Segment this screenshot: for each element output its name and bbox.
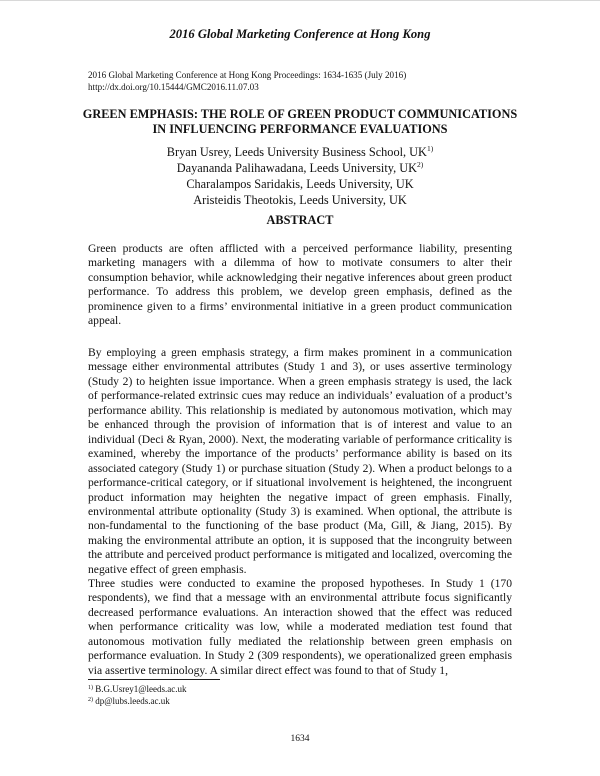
- abstract-paragraph: Three studies were conducted to examine the proposed hypotheses. In Study 1 (170 respondents), we find that a message with an environmental attribute focus significantly decreased performance evaluations. An interaction showed that the effect was reduced when performance criticality was low, while a moderated mediation test found that autonomous motivation fully mediated the relationship between green emphasis on performance evaluation. In Study 2 (309 respondents), we operationalized green emphasis via assertive terminology. A similar direct effect was found to that of Study 1,: [88, 577, 512, 677]
- footnote: [88, 696, 170, 707]
- footnote-marker: 2): [417, 160, 424, 169]
- footnote-marker: 1): [426, 144, 434, 153]
- author-line: Dayananda Palihawadana, Leeds University, UK$^{2)}$: [176, 160, 424, 175]
- proceedings-citation: 2016 Global Marketing Conference at Hong Kong Proceedings: 1634-1635 (July 2016): [88, 70, 407, 80]
- title-line: GREEN EMPHASIS: THE ROLE OF GREEN PRODUCT COMMUNICATIONS: [82, 107, 518, 121]
- author-list: [0, 144, 600, 208]
- footnote-email[interactable]: dp@lubs.leeds.ac.uk: [95, 696, 170, 706]
- abstract-heading: ABSTRACT: [266, 213, 334, 227]
- running-header: 2016 Global Marketing Conference at Hong Kong: [169, 27, 431, 41]
- footnote-email[interactable]: B.G.Usrey1@leeds.ac.uk: [95, 684, 187, 694]
- author-line: Aristeidis Theotokis, Leeds University, UK: [193, 193, 407, 207]
- abstract-paragraph: By employing a green emphasis strategy, a firm makes prominent in a communication message either environmental attributes (Study 1 and 3), or uses assertive terminology (Study 2) to heighten issue importance. When a green emphasis strategy is used, the lack of performance-related extrinsic cues may reduce an individuals’ evaluation of a product’s performance ability. This relationship is mediated by autonomous motivation, which may be enhanced through the provision of information that is of interest and value to an individual (Deci & Ryan, 2000). Next, the moderating variable of performance criticality is examined, whereby the importance of the products’ performance ability is based on its associated category (Study 1) or purchase situation (Study 2). When a product belongs to a performance-critical category, or if situational involvement is heightened, the incongruent product information may heighten the negative impact of green emphasis. Finally, environmental attribute optionality (Study 3) is examined. When optional, the attribute is non-fundamental to the functioning of the base product (Ma, Gill, & Jiang, 2015). By making the environmental attribute an option, it is supposed that the incongruity between the attribute and perceived product performance is mitigated and localized, overcoming the negative effect of green emphasis.: [88, 346, 512, 576]
- paper-title: [0, 107, 600, 137]
- page-number: 1634: [290, 734, 310, 744]
- author-line: Charalampos Saridakis, Leeds University, UK: [186, 177, 414, 191]
- footnote-divider: [88, 679, 220, 680]
- proceedings-info: [88, 70, 406, 93]
- doi-link[interactable]: http://dx.doi.org/10.15444/GMC2016.11.07.03: [88, 81, 259, 92]
- author-line: Bryan Usrey, Leeds University Business School, UK$^{1)}$: [166, 144, 434, 159]
- title-line: IN INFLUENCING PERFORMANCE EVALUATIONS: [152, 122, 448, 136]
- footnote-marker: 2): [88, 697, 93, 703]
- footnote-marker: 1): [88, 685, 93, 691]
- footnote: [88, 684, 187, 695]
- abstract-paragraph: Green products are often afflicted with a perceived performance liability, presenting marketing managers with a dilemma of how to motivate consumers to alter their consumption behavior, while acknowledging their negative inferences about green product performance. To address this problem, we develop green emphasis, defined as the prominence given to a firms’ environmental initiative in a green product communication appeal.: [88, 242, 512, 328]
